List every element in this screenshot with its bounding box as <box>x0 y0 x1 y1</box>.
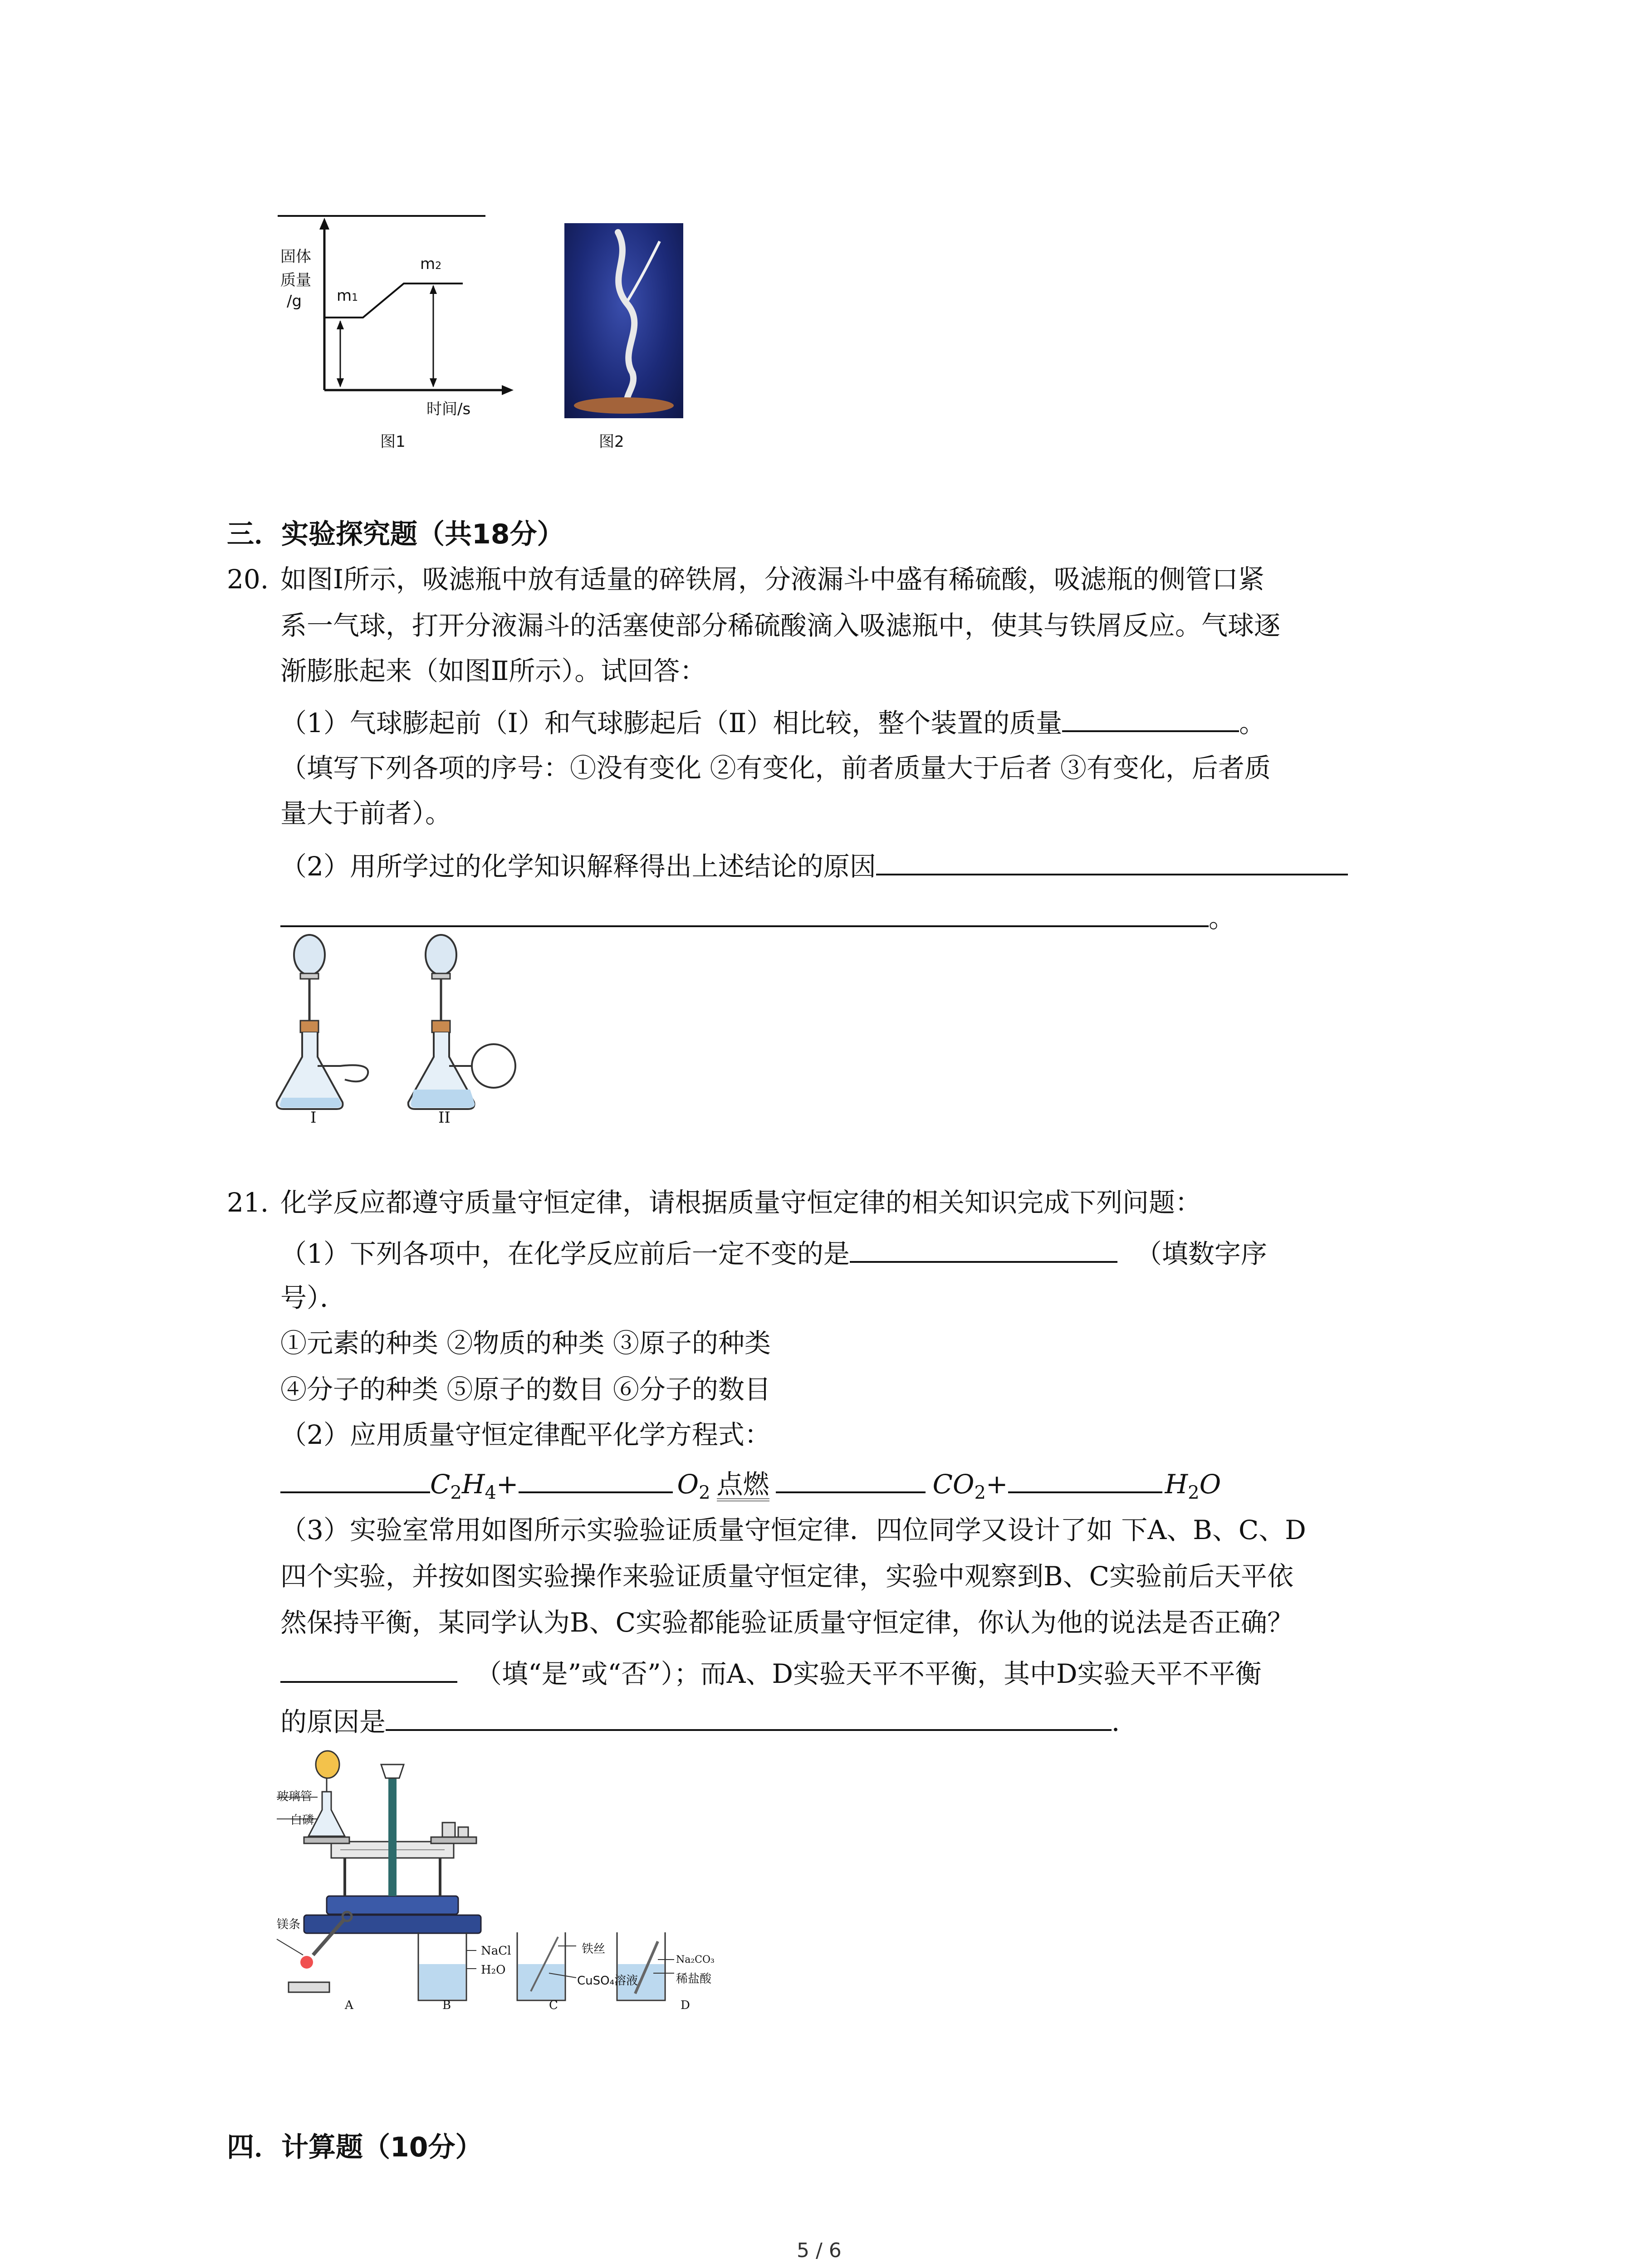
fig1-ylabel-3: /g <box>287 292 302 310</box>
eq-condition: 点燃 <box>717 1471 769 1501</box>
label-iron-wire: 铁丝 <box>582 1942 606 1956</box>
q21-answer-blank-3[interactable] <box>280 1658 457 1683</box>
q21-part3-line5: 的原因是 ． <box>280 1706 1138 1737</box>
q21-line1: 化学反应都遵守质量守恒定律，请根据质量守恒定律的相关知识完成下列问题： <box>280 1187 1202 1218</box>
q20-line3: 渐膨胀起来（如图Ⅱ所示）。试回答： <box>280 655 706 686</box>
q21-part2: （2）应用质量守恒定律配平化学方程式： <box>280 1419 771 1450</box>
figure-2-photo <box>564 223 683 418</box>
fig1-m1-label: m1 <box>337 287 358 305</box>
label-mg-ribbon: 镁条 <box>277 1918 301 1931</box>
label-na2co3: Na₂CO₃ <box>676 1954 715 1965</box>
q21-part3-line3: 然保持平衡，某同学认为B、C实验都能验证质量守恒定律，你认为他的说法是否正确？ <box>280 1607 1294 1638</box>
q21-part1: （1）下列各项中，在化学反应前后一定不变的是 （填数字序 <box>280 1238 1267 1269</box>
label-nacl: NaCl <box>481 1944 511 1958</box>
label-C: C <box>549 1999 558 2012</box>
q21-answer-blank-4[interactable] <box>386 1706 1112 1731</box>
fig2-caption: 图2 <box>599 433 624 451</box>
section4-heading: 四．计算题（10分） <box>227 2131 483 2163</box>
q21-part1-tail: 号）． <box>280 1282 347 1313</box>
q21-answer-blank-1[interactable] <box>850 1238 1117 1263</box>
section3-heading: 三．实验探究题（共18分） <box>227 518 564 550</box>
q20-part1-note2: 量大于前者）。 <box>280 798 452 829</box>
q21-equation: $C_2H_4+ O_2$ 点燃 $CO_2+ H_2O$ <box>280 1469 1221 1502</box>
fig1-ylabel-2: 质量 <box>280 271 311 289</box>
q21-balance-figure <box>277 1746 821 2028</box>
figure-1-graph <box>272 213 544 467</box>
q20-part1-note1: （填写下列各项的序号：①没有变化 ②有变化，前者质量大于后者 ③有变化，后者质 <box>280 753 1271 783</box>
q20-apparatus-figure <box>272 930 590 1129</box>
fig1-m2-label: m2 <box>420 255 442 273</box>
eq-blank-3[interactable] <box>776 1469 926 1493</box>
q20-part2-cont: 。 <box>280 903 1235 931</box>
q21-part3-line4: （填“是”或“否”）；而A、D实验天平不平衡，其中D实验天平不平衡 <box>280 1658 1262 1687</box>
q20-line2: 系一气球，打开分液漏斗的活塞使部分稀硫酸滴入吸滤瓶中，使其与铁屑反应。气球逐 <box>280 610 1281 641</box>
q20-answer-blank-2a[interactable] <box>876 851 1348 875</box>
label-hcl: 稀盐酸 <box>676 1972 712 1986</box>
q21-part3-line2: 四个实验，并按如图实验操作来验证质量守恒定律，实验中观察到B、C实验前后天平依 <box>280 1561 1294 1592</box>
q20-part2: （2）用所学过的化学知识解释得出上述结论的原因 <box>280 851 1348 880</box>
page-number: 5 / 6 <box>797 2239 842 2262</box>
q20-fig-label-2: II <box>438 1109 451 1127</box>
eq-blank-2[interactable] <box>519 1469 673 1493</box>
q21-options-2: ④分子的种类 ⑤原子的数目 ⑥分子的数目 <box>280 1374 771 1405</box>
label-A: A <box>345 1999 353 2012</box>
fig1-ylabel-1: 固体 <box>280 248 311 266</box>
label-cuso4: CuSO₄溶液 <box>577 1974 638 1988</box>
label-B: B <box>442 1999 451 2012</box>
q20-number: 20. <box>227 564 269 595</box>
q20-part1: （1）气球膨起前（Ⅰ）和气球膨起后（Ⅱ）相比较，整个装置的质量 。 <box>280 708 1266 738</box>
label-h2o: H₂O <box>481 1963 506 1977</box>
eq-blank-1[interactable] <box>280 1469 430 1493</box>
q20-answer-blank-1[interactable] <box>1062 708 1239 732</box>
q20-answer-blank-2b[interactable] <box>280 903 1209 927</box>
label-D: D <box>681 1999 690 2012</box>
q21-options-1: ①元素的种类 ②物质的种类 ③原子的种类 <box>280 1328 771 1359</box>
eq-blank-4[interactable] <box>1008 1469 1162 1493</box>
label-glass-tube: 玻璃管 <box>277 1790 313 1804</box>
q21-number: 21. <box>227 1187 269 1218</box>
q20-fig-label-1: I <box>310 1109 317 1127</box>
fig1-caption: 图1 <box>380 433 406 451</box>
q20-line1: 如图Ⅰ所示，吸滤瓶中放有适量的碎铁屑，分液漏斗中盛有稀硫酸，吸滤瓶的侧管口紧 <box>280 564 1264 595</box>
q21-part3-line1: （3）实验室常用如图所示实验验证质量守恒定律．四位同学又设计了如 下A、B、C、D <box>280 1515 1306 1545</box>
label-white-p: 白磷 <box>290 1813 314 1827</box>
fig1-xlabel: 时间/s <box>426 400 471 418</box>
